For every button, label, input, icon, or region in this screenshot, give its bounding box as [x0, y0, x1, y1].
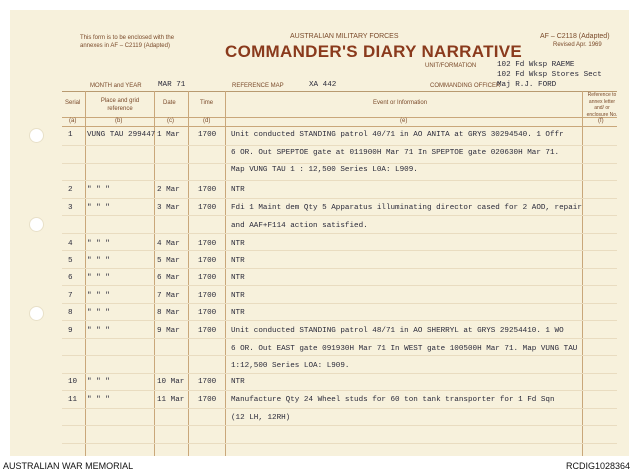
entry-serial: 1: [68, 131, 73, 139]
entry-time: 1700: [198, 309, 217, 317]
entry-event-line: NTR: [231, 257, 245, 265]
ruled-line: [62, 373, 617, 374]
ruled-line: [62, 268, 617, 269]
ruled-line: [62, 338, 617, 339]
entry-date: 10 Mar: [157, 378, 185, 386]
col-header-date: Date: [163, 100, 176, 106]
col-letter: (d): [203, 118, 211, 124]
entry-event-line: Map VUNG TAU 1 : 12,500 Series L0A: L909.: [231, 166, 418, 174]
entry-time: 1700: [198, 396, 217, 404]
entry-event-line: NTR: [231, 240, 245, 248]
entry-event-line: Manufacture Qty 24 Wheel studs for 60 ton tank transporter for 1 Fd Sqn: [231, 396, 555, 404]
ruled-line: [62, 215, 617, 216]
entry-place: " " ": [87, 257, 110, 265]
entry-event-line: 6 OR. Out SPEPTOE gate at 011900H Mar 71 In SPEPTOE gate 020630H Mar 71.: [231, 148, 560, 157]
entry-date: 2 Mar: [157, 186, 180, 194]
entry-event-line: 6 OR. Out EAST gate 091930H Mar 71 In WEST gate 100500H Mar 71. Map VUNG TAU: [231, 344, 578, 353]
co-value: Maj R.J. FORD: [497, 81, 557, 89]
header-divider: [62, 117, 617, 118]
entry-serial: 3: [68, 204, 73, 212]
entry-serial: 4: [68, 240, 73, 248]
entry-event-line: 1:12,500 Series LOA: L909.: [231, 362, 350, 370]
entry-event-line: Unit conducted STANDING patrol 48/71 in AO SHERRYL at GRYS 29254410. 1 WO: [231, 327, 564, 335]
unit-label: UNIT/FORMATION: [425, 63, 477, 69]
entry-serial: 2: [68, 186, 73, 194]
punch-hole: [29, 217, 44, 232]
entry-date: 9 Mar: [157, 327, 180, 335]
enclosure-note: This form is to be enclosed with the: [80, 35, 175, 41]
entry-event-line: Fdi 1 Maint dem Qty 5 Apparatus illuminating director cased for 2 AOD, repair: [231, 204, 582, 212]
entry-event-line: (12 LH, 12RH): [231, 413, 291, 422]
col-letter: (a): [69, 118, 77, 124]
col-letter: (b): [115, 118, 123, 124]
month-value: MAR 71: [158, 81, 186, 89]
col-header-event: Event or Information: [373, 100, 428, 106]
entry-serial: 7: [68, 292, 73, 300]
form-number: AF – C2118 (Adapted): [540, 33, 610, 40]
entry-event-line: NTR: [231, 378, 245, 386]
punch-hole: [29, 306, 44, 321]
ruled-line: [62, 443, 617, 444]
table-top-border: [62, 91, 617, 92]
entry-serial: 10: [68, 378, 78, 386]
ruled-line: [62, 285, 617, 286]
refmap-value: XA 442: [309, 81, 337, 89]
footer-right: RCDIG1028364: [566, 461, 631, 471]
org-name: AUSTRALIAN MILITARY FORCES: [290, 33, 399, 40]
ruled-line: [62, 303, 617, 304]
unit-value: 102 Fd Wksp RAEME: [497, 61, 575, 69]
entry-time: 1700: [198, 274, 217, 282]
entry-date: 5 Mar: [157, 257, 180, 265]
entry-serial: 5: [68, 257, 73, 265]
entry-place: " " ": [87, 396, 110, 404]
entry-place: " " ": [87, 309, 110, 317]
entry-event-line: and AAF+F114 action satisfied.: [231, 221, 368, 230]
entry-place: " " ": [87, 204, 110, 212]
entry-time: 1700: [198, 186, 217, 194]
revised-date: Revised Apr. 1969: [553, 42, 602, 48]
ruled-line: [62, 180, 617, 181]
entry-date: 6 Mar: [157, 274, 180, 282]
entry-place: " " ": [87, 327, 110, 335]
ruled-line: [62, 390, 617, 391]
footer-left: AUSTRALIAN WAR MEMORIAL: [3, 461, 134, 471]
entry-serial: 9: [68, 327, 73, 335]
co-label: COMMANDING OFFICER: [430, 83, 501, 89]
entry-place: " " ": [87, 292, 110, 300]
page-title: COMMANDER'S DIARY NARRATIVE: [225, 42, 523, 61]
unit-value: 102 Fd Wksp Stores Sect: [497, 71, 602, 79]
ruled-line: [62, 355, 617, 356]
entry-place: " " ": [87, 186, 110, 194]
entry-time: 1700: [198, 378, 217, 386]
ruled-line: [62, 233, 617, 234]
entry-serial: 8: [68, 309, 73, 317]
entry-place: " " ": [87, 378, 110, 386]
ruled-line: [62, 250, 617, 251]
entry-time: 1700: [198, 257, 217, 265]
entry-time: 1700: [198, 131, 217, 139]
month-label: MONTH and YEAR: [90, 83, 142, 89]
entry-date: 4 Mar: [157, 240, 180, 248]
entry-event-line: NTR: [231, 274, 245, 282]
col-letter: (c): [167, 118, 174, 124]
ruled-line: [62, 163, 617, 164]
entry-serial: 11: [68, 396, 78, 404]
col-letter: (e): [400, 118, 408, 124]
ruled-line: [62, 145, 617, 146]
ruled-line: [62, 425, 617, 426]
ruled-line: [62, 198, 617, 199]
entry-time: 1700: [198, 327, 217, 335]
entry-date: 3 Mar: [157, 204, 180, 212]
col-header-serial: Serial: [65, 100, 81, 106]
punch-hole: [29, 128, 44, 143]
ruled-line: [62, 408, 617, 409]
enclosure-note: annexes in AF – C2119 (Adapted): [80, 43, 170, 49]
entry-time: 1700: [198, 240, 217, 248]
header-divider: [62, 126, 617, 127]
col-header-place: Place and grid reference: [100, 98, 140, 112]
entry-time: 1700: [198, 204, 217, 212]
entry-date: 8 Mar: [157, 309, 180, 317]
entry-date: 7 Mar: [157, 292, 180, 300]
entry-event-line: NTR: [231, 292, 245, 300]
entry-place: " " ": [87, 274, 110, 282]
entry-date: 1 Mar: [157, 131, 180, 139]
entry-date: 11 Mar: [157, 396, 185, 404]
col-header-time: Time: [200, 100, 214, 106]
entry-event-line: NTR: [231, 186, 245, 194]
entry-event-line: NTR: [231, 309, 245, 317]
entry-time: 1700: [198, 292, 217, 300]
entry-place: " " ": [87, 240, 110, 248]
col-header-ref: Reference to annex letter and/ or enclosure No.: [586, 92, 618, 118]
entry-place: VUNG TAU 299447: [87, 131, 156, 139]
refmap-label: REFERENCE MAP: [232, 83, 284, 89]
entry-serial: 6: [68, 274, 73, 282]
ruled-line: [62, 320, 617, 321]
col-letter: (f): [598, 118, 604, 124]
entry-event-line: Unit conducted STANDING patrol 40/71 in AO ANITA at GRYS 30294540. 1 Offr: [231, 131, 564, 139]
